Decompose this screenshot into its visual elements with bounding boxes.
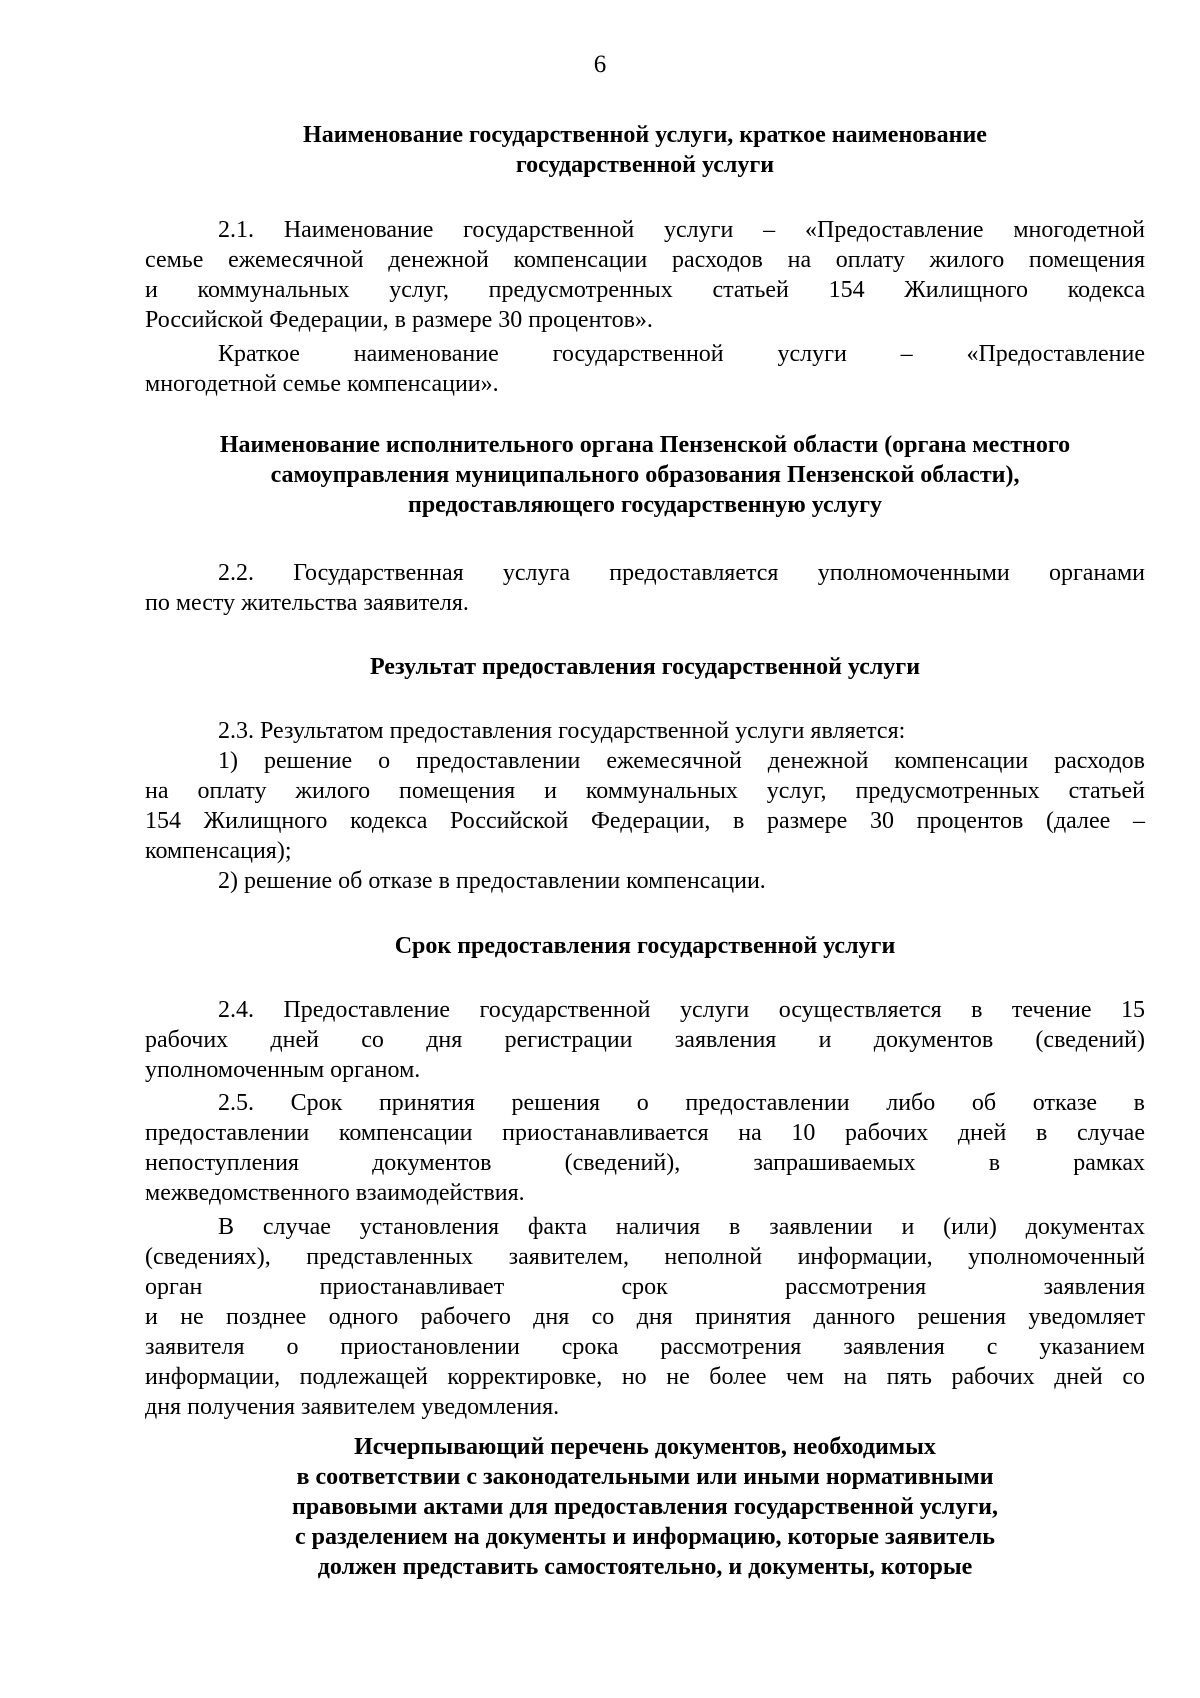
text-line: информации, подлежащей корректировке, но не более чем на пять рабочих дней со	[145, 1364, 1145, 1390]
section-heading-term	[145, 931, 1145, 961]
paragraph-2-1	[145, 215, 1145, 335]
text-line: 2.4. Предоставление государственной услуги осуществляется в течение 15	[218, 997, 1145, 1023]
text-line: и не позднее одного рабочего дня со дня принятия данного решения уведомляет	[145, 1304, 1145, 1330]
page-number: 6	[593, 51, 607, 78]
heading-line: Наименование исполнительного органа Пензенской области (органа местного	[219, 432, 1071, 458]
section-heading-documents-list	[145, 1432, 1145, 1582]
text-line: межведомственного взаимодействия.	[145, 1180, 525, 1206]
text-line: 2.5. Срок принятия решения о предоставлении либо об отказе в	[218, 1090, 1145, 1116]
text-line: заявителя о приостановлении срока рассмотрения заявления с указанием	[145, 1334, 1145, 1360]
text-line: рабочих дней со дня регистрации заявления и документов (сведений)	[145, 1027, 1145, 1053]
heading-line: Наименование государственной услуги, краткое наименование	[303, 122, 987, 148]
text-line: компенсация);	[145, 838, 292, 864]
text-line: (сведениях), представленных заявителем, неполной информации, уполномоченный	[145, 1244, 1145, 1270]
heading-line: с разделением на документы и информацию, которые заявитель	[295, 1524, 995, 1550]
heading-line: Срок предоставления государственной услуги	[394, 933, 896, 959]
text-line: 2) решение об отказе в предоставлении компенсации.	[218, 868, 766, 894]
text-line: непоступления документов (сведений), запрашиваемых в рамках	[145, 1150, 1145, 1176]
text-line: на оплату жилого помещения и коммунальных услуг, предусмотренных статьей	[145, 778, 1145, 804]
text-line: В случае установления факта наличия в заявлении и (или) документах	[218, 1214, 1145, 1240]
text-line: Российской Федерации, в размере 30 процентов».	[145, 307, 653, 333]
text-line: 154 Жилищного кодекса Российской Федерации, в размере 30 процентов (далее –	[145, 808, 1145, 834]
heading-line: должен представить самостоятельно, и документы, которые	[317, 1554, 973, 1580]
paragraph-2-3	[145, 716, 1145, 896]
heading-line: государственной услуги	[515, 152, 775, 178]
paragraph-2-2	[145, 558, 1145, 618]
text-line: Краткое наименование государственной услуги – «Предоставление	[218, 341, 1145, 367]
section-heading-service-name	[145, 120, 1145, 180]
heading-line: Результат предоставления государственной услуги	[369, 654, 921, 680]
text-line: по месту жительства заявителя.	[145, 590, 469, 616]
text-line: 2.2. Государственная услуга предоставляется уполномоченными органами	[218, 560, 1145, 586]
text-line: орган приостанавливает срок рассмотрения заявления	[145, 1274, 1145, 1300]
text-line: семье ежемесячной денежной компенсации расходов на оплату жилого помещения	[145, 247, 1145, 273]
text-line: дня получения заявителем уведомления.	[145, 1394, 560, 1420]
paragraph-2-5	[145, 1088, 1145, 1208]
text-line: многодетной семье компенсации».	[145, 371, 499, 397]
text-line: 1) решение о предоставлении ежемесячной денежной компенсации расходов	[218, 748, 1145, 774]
paragraph-2-5-suspension	[145, 1212, 1145, 1422]
text-line: уполномоченным органом.	[145, 1057, 421, 1083]
text-line: предоставлении компенсации приостанавливается на 10 рабочих дней в случае	[145, 1120, 1145, 1146]
text-line: 2.3. Результатом предоставления государственной услуги является:	[218, 718, 906, 744]
paragraph-2-4	[145, 995, 1145, 1085]
section-heading-executive-body	[145, 430, 1145, 520]
heading-line: предоставляющего государственную услугу	[408, 492, 882, 518]
heading-line: правовыми актами для предоставления государственной услуги,	[292, 1494, 998, 1520]
text-line: 2.1. Наименование государственной услуги – «Предоставление многодетной	[218, 217, 1145, 243]
heading-line: в соответствии с законодательными или иными нормативными	[296, 1464, 994, 1490]
heading-line: самоуправления муниципального образования Пензенской области),	[270, 462, 1020, 488]
heading-line: Исчерпывающий перечень документов, необходимых	[354, 1434, 936, 1460]
paragraph-2-1-short-name	[145, 339, 1145, 399]
text-line: и коммунальных услуг, предусмотренных статьей 154 Жилищного кодекса	[145, 277, 1145, 303]
section-heading-result	[145, 652, 1145, 682]
